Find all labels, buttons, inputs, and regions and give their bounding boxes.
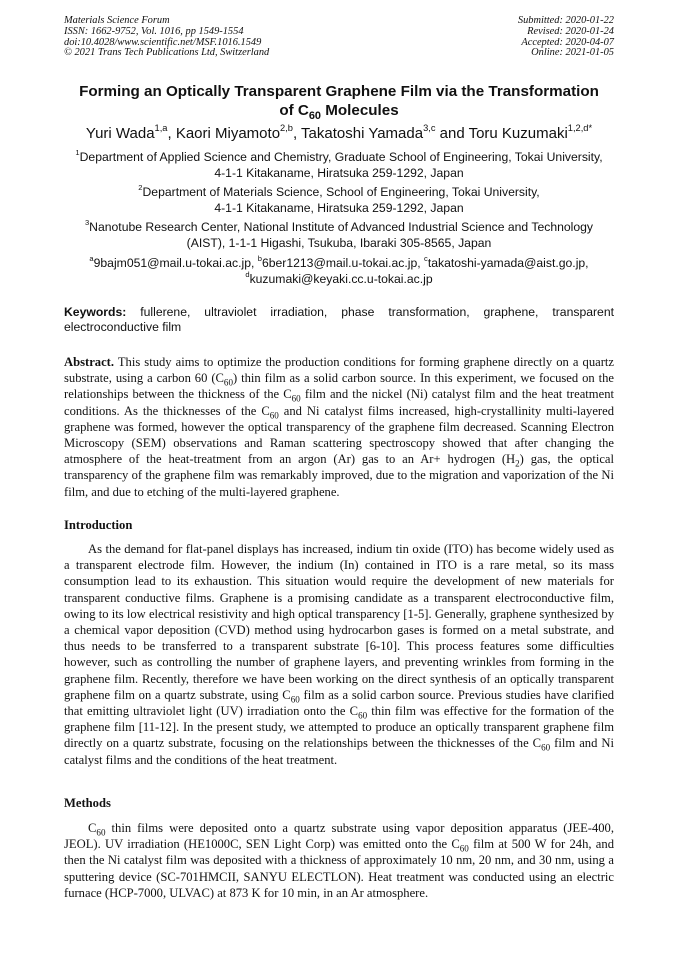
affiliation-line bbox=[40, 185, 638, 201]
subscript: 60 bbox=[358, 710, 368, 721]
methods-heading: Methods bbox=[64, 796, 111, 810]
subscript: 60 bbox=[290, 694, 300, 705]
abstract-label: Abstract. bbox=[64, 355, 115, 369]
author-separator: and bbox=[435, 125, 469, 142]
title-line-1: Forming an Optically Transparent Graphene Film via the Transformation bbox=[79, 83, 599, 100]
affiliation-mark: 3 bbox=[84, 218, 90, 228]
body-text: As the demand for flat-panel displays has increased, indium tin oxide (ITO) has become widely used as a transparent electrode film. However, the indium (In) contained in ITO is a rare metal, so its mass consumption lead to its exhaustion. This situation would require the development of new materials for transparent conductive films. Graphene is a promising candidate as a transparent electroconductive film, owing to its low electrical resistivity and high optical transparency [1-5]. Generally, graphene synthesized by a chemical vapor deposition (CVD) method using hydrocarbon gases is formed on a metal substrate, and thus needs to be transferred to a transparent substrate [6-10]. This process features some difficulties however, such as controlling the number of graphene layers, and preventing wrinkles from forming in the graphene film. Recently, therefore we have been working on the direct synthesis of an optically transparent graphene film on a quartz substrate, using C bbox=[64, 542, 614, 702]
affiliation-address: (AIST), 1-1-1 Higashi, Tsukuba, Ibaraki 305-8565, Japan bbox=[186, 235, 492, 250]
abstract-text: ) thin film as a solid carbon source. In this experiment, we focused on the relationships between the thickness of the C bbox=[64, 371, 614, 402]
abstract-text: This study aims to optimize the production conditions for forming graphene directly on a quartz substrate, using a carbon 60 (C bbox=[64, 355, 614, 386]
affiliation-line bbox=[40, 150, 638, 166]
email-mark: b bbox=[257, 254, 262, 264]
email-list bbox=[40, 256, 638, 287]
title-subscript: 60 bbox=[308, 110, 322, 123]
author-list bbox=[40, 124, 638, 143]
keywords-text: fullerene, ultraviolet irradiation, phase transformation, graphene, transparent electroconductive film bbox=[64, 305, 614, 334]
affiliation-3 bbox=[40, 220, 638, 251]
subscript: 60 bbox=[269, 410, 279, 421]
doi-line: doi:10.4028/www.scientific.net/MSF.1016.1549 bbox=[64, 36, 262, 48]
journal-name: Materials Science Forum bbox=[64, 15, 170, 26]
author-name: Kaori Miyamoto bbox=[175, 125, 281, 142]
subscript: 60 bbox=[541, 742, 551, 753]
email-mark: a bbox=[89, 254, 94, 264]
methods-paragraph bbox=[64, 820, 614, 901]
author-separator: , bbox=[167, 125, 176, 142]
email-address[interactable]: 9bajm051@mail.u-tokai.ac.jp, bbox=[93, 256, 258, 270]
affiliation-line bbox=[40, 220, 638, 236]
methods-section bbox=[64, 820, 614, 901]
author-name: Toru Kuzumaki bbox=[468, 125, 568, 142]
keywords-label: Keywords: bbox=[64, 305, 127, 319]
submitted-date: Submitted: 2020-01-22 bbox=[517, 15, 614, 26]
email-address[interactable]: 6ber1213@mail.u-tokai.ac.jp, bbox=[261, 256, 425, 270]
affiliation-text: Department of Applied Science and Chemistry, Graduate School of Engineering, Tokai University, bbox=[79, 150, 603, 164]
online-date: Online: 2021-01-05 bbox=[531, 47, 614, 59]
affiliation-text: Department of Materials Science, School of Engineering, Tokai University, bbox=[142, 185, 540, 199]
author-affil-mark: 3,c bbox=[423, 123, 436, 134]
author-affil-mark: 1,a bbox=[154, 123, 168, 134]
journal-info bbox=[64, 16, 269, 59]
author-affil-mark: 2,b bbox=[280, 123, 293, 134]
subscript: 60 bbox=[223, 377, 233, 388]
email-line bbox=[40, 256, 638, 272]
body-text: film and Ni catalyst films and the conditions of the heat treatment. bbox=[64, 736, 614, 767]
subscript: 60 bbox=[96, 827, 106, 838]
abstract-paragraph bbox=[64, 354, 614, 500]
title-text: Molecules bbox=[321, 102, 399, 119]
affiliation-mark: 1 bbox=[75, 148, 80, 158]
abstract-text: and Ni catalyst films increased, high-crystallinity multi-layered graphene was formed, however the optical transparency of the graphene film decreased. Scanning Electron Microscopy (SEM) observations and Raman scattering spectroscopy showed that after changing the atmosphere of the heat-treatment from an argon (Ar) gas to an Ar+ hydrogen (H bbox=[64, 403, 614, 467]
author-name: Yuri Wada bbox=[85, 125, 155, 142]
title-line-2 bbox=[50, 101, 628, 123]
introduction-paragraph bbox=[64, 541, 614, 768]
email-mark: c bbox=[424, 254, 428, 264]
affiliation-address: 4-1-1 Kitakaname, Hiratsuka 259-1292, Japan bbox=[214, 165, 464, 180]
abstract-text: ) gas, the optical transparency of the graphene film was remarkably improved, due to the migration and vaporization of the Ni film, and due to etching of the multi-layered graphene. bbox=[64, 452, 614, 499]
affiliation-text: Nanotube Research Center, National Institute of Advanced Industrial Science and Technology bbox=[89, 220, 594, 234]
copyright-line: © 2021 Trans Tech Publications Ltd, Switzerland bbox=[64, 47, 270, 59]
author-separator: , bbox=[292, 125, 302, 142]
email-line bbox=[40, 269, 638, 288]
introduction-section bbox=[64, 541, 614, 768]
subscript: 60 bbox=[459, 843, 469, 854]
subscript: 60 bbox=[291, 393, 301, 404]
affiliation-mark: 2 bbox=[138, 183, 143, 193]
keywords bbox=[64, 305, 614, 335]
submission-dates bbox=[518, 16, 614, 59]
affiliation-2 bbox=[40, 185, 638, 216]
email-mark: d bbox=[245, 269, 250, 279]
body-text: film as a solid carbon source. Previous studies have clarified that emitting ultraviolet light (UV) irradiation onto the C bbox=[64, 687, 614, 719]
revised-date: Revised: 2020-01-24 bbox=[527, 25, 614, 37]
affiliation-1 bbox=[40, 150, 638, 181]
body-text: C bbox=[88, 821, 97, 835]
affiliation-address: 4-1-1 Kitakaname, Hiratsuka 259-1292, Japan bbox=[214, 200, 464, 215]
body-text: film at 500 W for 24h, and then the Ni catalyst film was deposited with a thickness of approximately 10 nm, 20 nm, and 30 nm, using a sputtering device (SC-701HMCII, SANYU ELECTLON). Heat treatment was conducted using an electric furnace (HCP-7000, ULVAC) at 873 K for 10 min, in an Ar atmosphere. bbox=[64, 837, 614, 900]
paper-title bbox=[50, 82, 628, 123]
subscript: 2 bbox=[515, 458, 520, 469]
email-address[interactable]: takatoshi-yamada@aist.go.jp, bbox=[427, 256, 589, 270]
body-text: thin film was effective for the formation of the graphene film [11-12]. In the present study, we attempted to produce an optically transparent graphene film directly on a quartz substrate, focusing on the relationships between the thicknesses of the C bbox=[64, 704, 614, 751]
author-name: Takatoshi Yamada bbox=[301, 125, 424, 142]
body-text: thin films were deposited onto a quartz substrate using vapor deposition apparatus (JEE-400, JEOL). UV irradiation (HE1000C, SEN Light Corp) was emitted onto the C bbox=[64, 821, 614, 852]
abstract-text: film and the nickel (Ni) catalyst film and the heat treatment conditions. As the thicknesses of the C bbox=[64, 387, 614, 418]
author-affil-mark: 1,2,d* bbox=[567, 123, 593, 134]
accepted-date: Accepted: 2020-04-07 bbox=[521, 36, 614, 48]
introduction-heading: Introduction bbox=[64, 518, 133, 532]
abstract bbox=[64, 354, 614, 500]
title-text: of C bbox=[279, 102, 309, 119]
email-address[interactable]: kuzumaki@keyaki.cc.u-tokai.ac.jp bbox=[249, 271, 433, 286]
issn-line: ISSN: 1662-9752, Vol. 1016, pp 1549-1554 bbox=[64, 25, 244, 37]
